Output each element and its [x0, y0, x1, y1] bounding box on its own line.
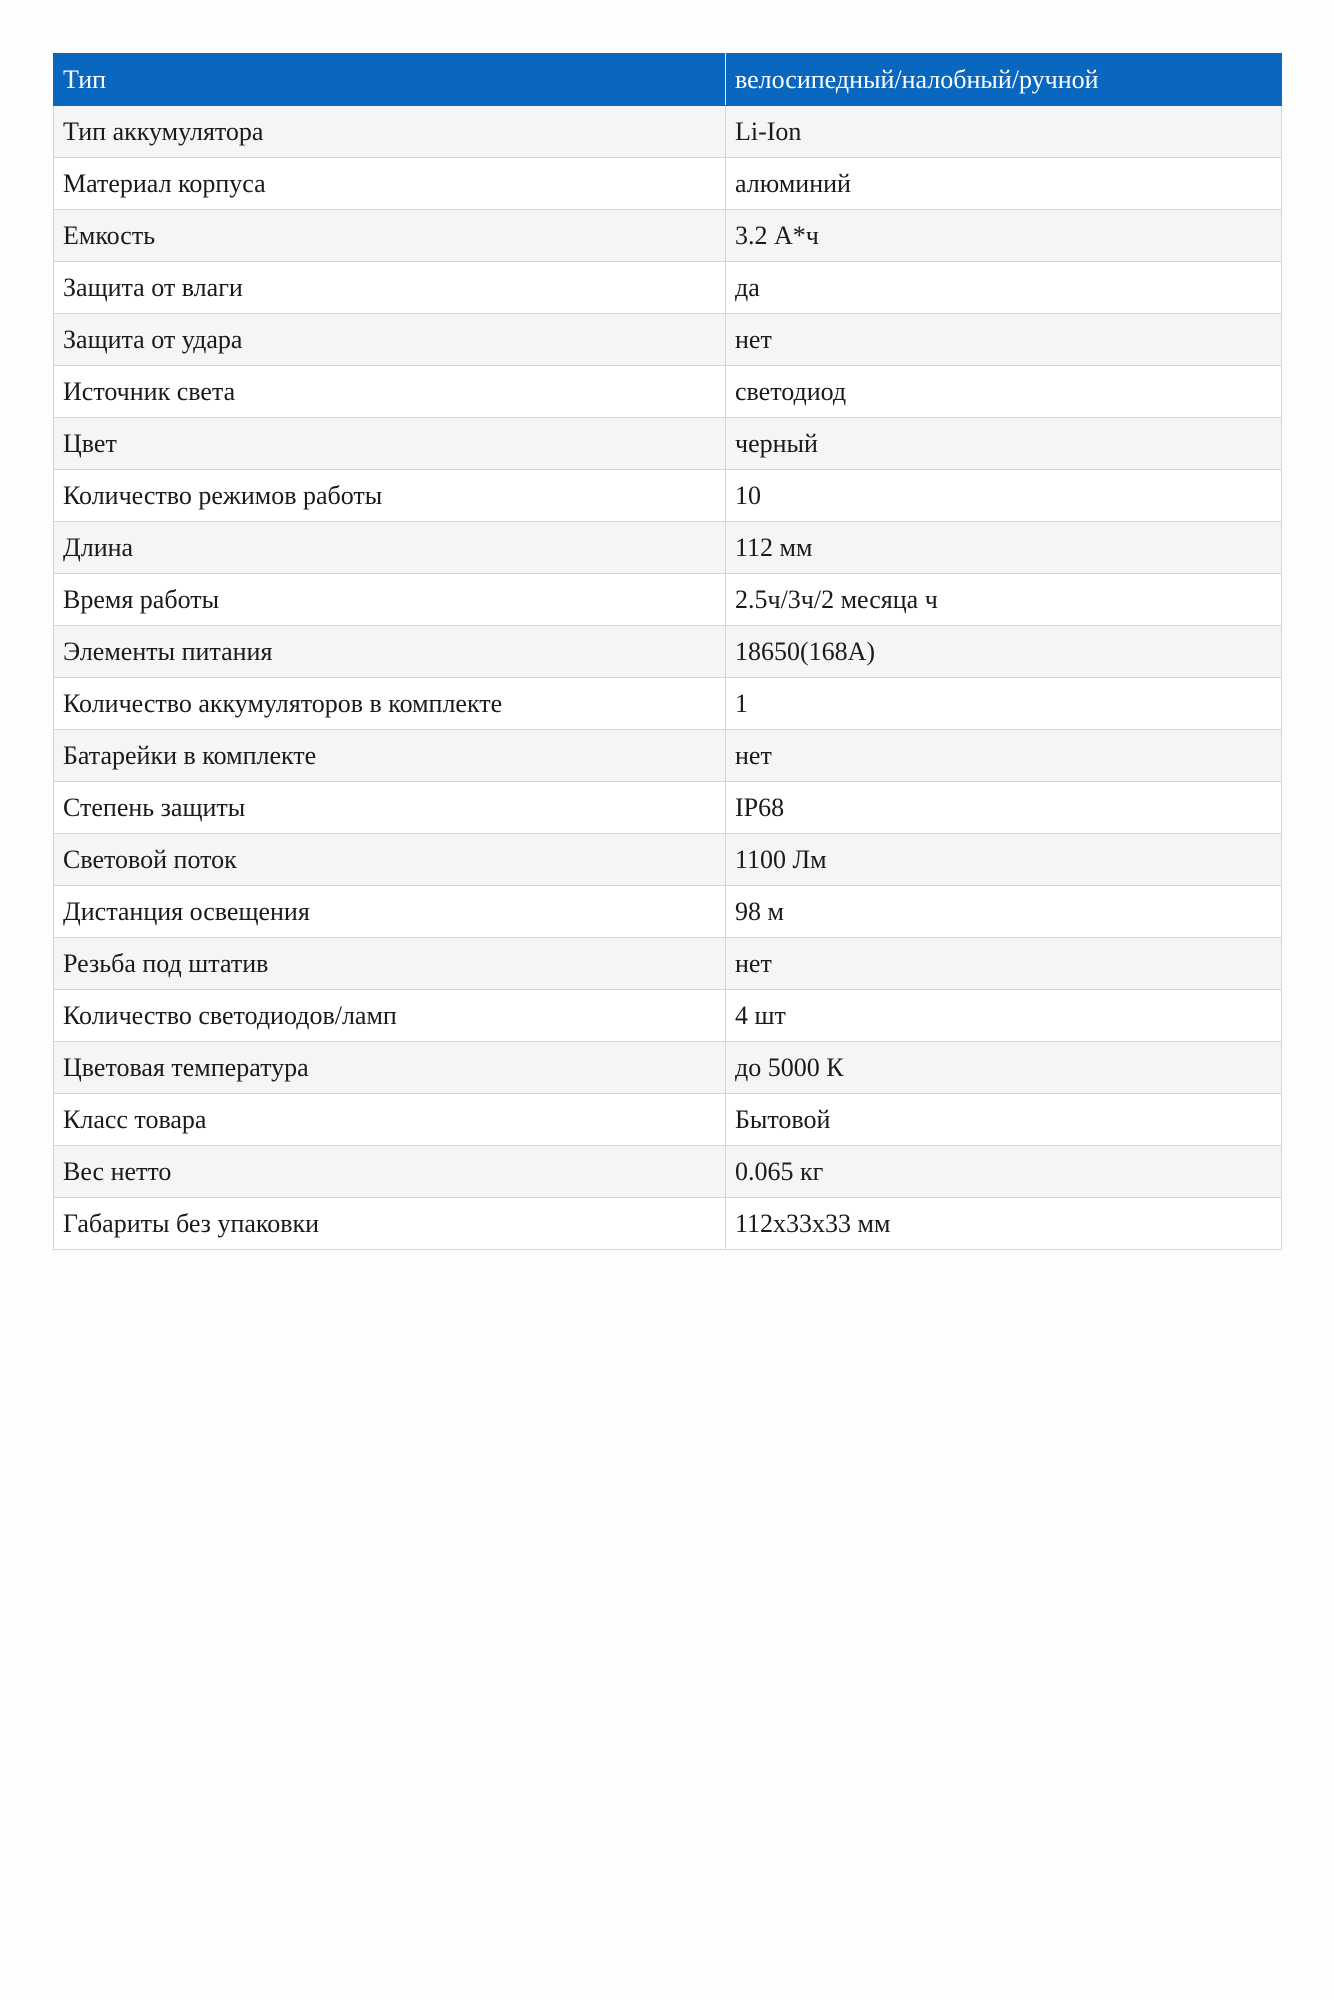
table-row	[54, 1042, 1282, 1094]
spec-value-cell: алюминий	[726, 158, 1282, 210]
spec-value-cell: 1100 Лм	[726, 834, 1282, 886]
spec-name-cell: Габариты без упаковки	[54, 1198, 726, 1250]
spec-name-cell: Степень защиты	[54, 782, 726, 834]
spec-name-cell: Время работы	[54, 574, 726, 626]
spec-name-cell: Количество аккумуляторов в комплекте	[54, 678, 726, 730]
table-row	[54, 470, 1282, 522]
spec-value-cell: нет	[726, 938, 1282, 990]
spec-name-cell: Емкость	[54, 210, 726, 262]
table-row	[54, 158, 1282, 210]
spec-value-cell: 18650(168A)	[726, 626, 1282, 678]
spec-name-cell: Количество светодиодов/ламп	[54, 990, 726, 1042]
spec-value-cell: 112 мм	[726, 522, 1282, 574]
spec-name-cell: Элементы питания	[54, 626, 726, 678]
table-row	[54, 1198, 1282, 1250]
spec-name-cell: Защита от влаги	[54, 262, 726, 314]
spec-value-cell: да	[726, 262, 1282, 314]
spec-name-cell: Количество режимов работы	[54, 470, 726, 522]
spec-value-cell: 3.2 А*ч	[726, 210, 1282, 262]
spec-name-cell: Цветовая температура	[54, 1042, 726, 1094]
spec-name-cell: Резьба под штатив	[54, 938, 726, 990]
spec-value-cell: 4 шт	[726, 990, 1282, 1042]
table-row	[54, 990, 1282, 1042]
spec-name-cell: Вес нетто	[54, 1146, 726, 1198]
table-row	[54, 574, 1282, 626]
table-row	[54, 314, 1282, 366]
table-row	[54, 262, 1282, 314]
spec-table	[53, 53, 1282, 1250]
table-row	[54, 886, 1282, 938]
spec-value-cell: 10	[726, 470, 1282, 522]
header-value-cell: велосипедный/налобный/ручной	[726, 54, 1282, 106]
spec-name-cell: Класс товара	[54, 1094, 726, 1146]
spec-table-body	[54, 106, 1282, 1250]
spec-name-cell: Световой поток	[54, 834, 726, 886]
spec-value-cell: до 5000 К	[726, 1042, 1282, 1094]
spec-name-cell: Тип аккумулятора	[54, 106, 726, 158]
spec-value-cell: черный	[726, 418, 1282, 470]
table-row	[54, 938, 1282, 990]
table-row	[54, 834, 1282, 886]
spec-name-cell: Материал корпуса	[54, 158, 726, 210]
header-row	[54, 54, 1282, 106]
table-row	[54, 730, 1282, 782]
table-row	[54, 418, 1282, 470]
spec-value-cell: 0.065 кг	[726, 1146, 1282, 1198]
spec-name-cell: Цвет	[54, 418, 726, 470]
spec-name-cell: Дистанция освещения	[54, 886, 726, 938]
table-row	[54, 1146, 1282, 1198]
table-row	[54, 106, 1282, 158]
table-row	[54, 1094, 1282, 1146]
spec-table-header	[54, 54, 1282, 106]
table-row	[54, 678, 1282, 730]
table-row	[54, 522, 1282, 574]
spec-name-cell: Длина	[54, 522, 726, 574]
spec-value-cell: 112x33x33 мм	[726, 1198, 1282, 1250]
spec-value-cell: 2.5ч/3ч/2 месяца ч	[726, 574, 1282, 626]
spec-name-cell: Источник света	[54, 366, 726, 418]
spec-value-cell: Бытовой	[726, 1094, 1282, 1146]
spec-value-cell: 98 м	[726, 886, 1282, 938]
spec-value-cell: 1	[726, 678, 1282, 730]
table-row	[54, 626, 1282, 678]
table-row	[54, 782, 1282, 834]
spec-value-cell: нет	[726, 730, 1282, 782]
spec-value-cell: нет	[726, 314, 1282, 366]
table-row	[54, 210, 1282, 262]
header-name-cell: Тип	[54, 54, 726, 106]
spec-name-cell: Батарейки в комплекте	[54, 730, 726, 782]
spec-name-cell: Защита от удара	[54, 314, 726, 366]
spec-value-cell: светодиод	[726, 366, 1282, 418]
spec-value-cell: Li-Ion	[726, 106, 1282, 158]
spec-value-cell: IP68	[726, 782, 1282, 834]
table-row	[54, 366, 1282, 418]
